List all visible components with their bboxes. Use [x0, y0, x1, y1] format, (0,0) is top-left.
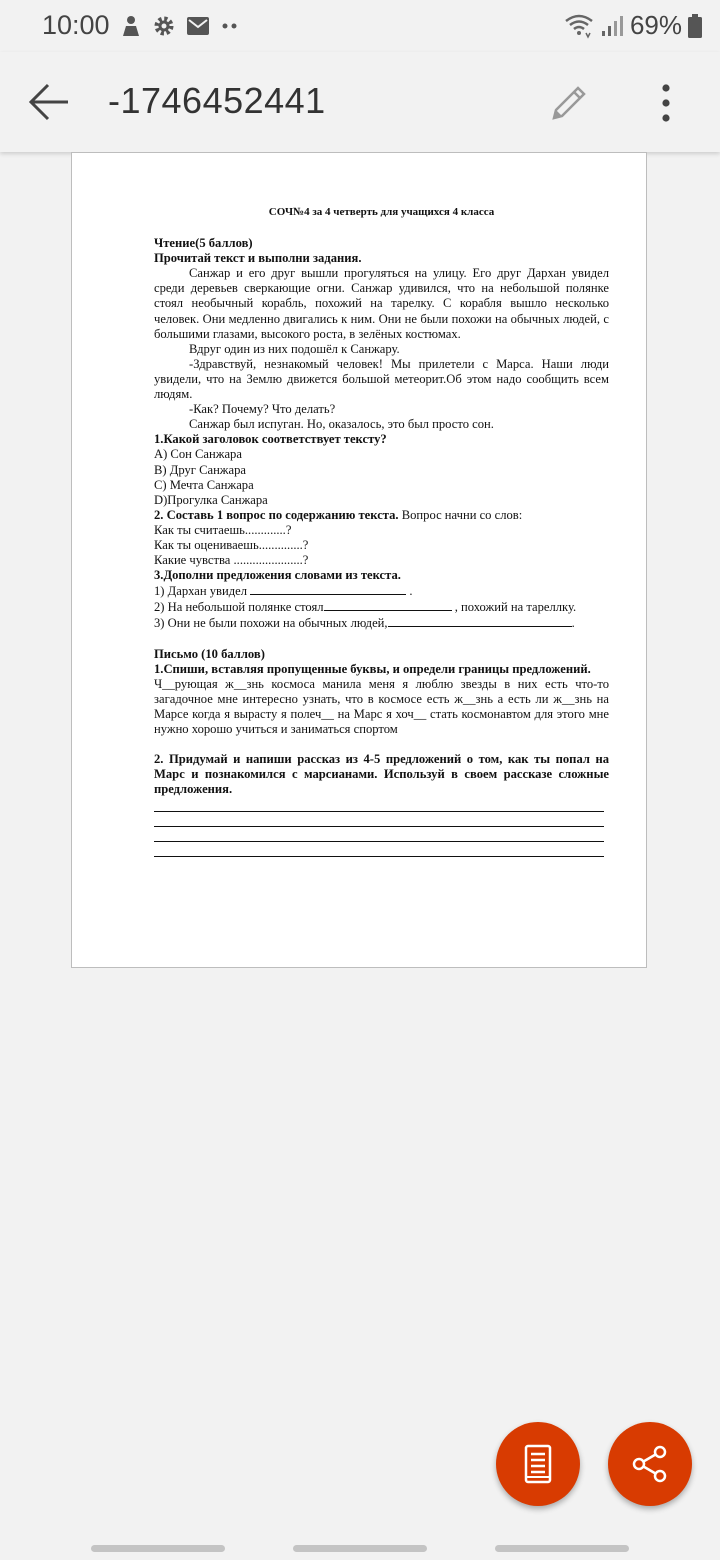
app-bar — [0, 52, 720, 152]
mail-icon — [186, 15, 210, 37]
battery-icon — [688, 14, 702, 38]
writing-task-1: 1.Спиши, вставляя пропущенные буквы, и определи границы предложений. — [154, 661, 591, 676]
answer-line — [154, 812, 604, 827]
status-bar — [0, 0, 720, 52]
answer-line — [154, 797, 604, 812]
more-vert-icon[interactable] — [650, 80, 682, 126]
option-c: С) Мечта Санжара — [154, 477, 254, 492]
document-content — [154, 205, 609, 857]
system-nav-bar — [0, 1530, 720, 1560]
question-3-line-1 — [154, 583, 609, 599]
question-3: 3.Дополни предложения словами из текста. — [154, 568, 401, 583]
writing-title: Письмо (10 баллов) — [154, 646, 265, 661]
writing-task-2: 2. Придумай и напиши рассказ из 4-5 предложений о том, как ты попал на Марс и познакомился с марсианами. Используй в своем рассказе сложные предложения. — [154, 752, 609, 797]
q3-line3-end: . — [571, 616, 575, 631]
blank-line — [388, 615, 572, 627]
battery-percent: 69% — [629, 10, 682, 40]
paragraph: Санжар был испуган. Но, оказалось, это был просто сон. — [189, 417, 494, 432]
spacer — [154, 632, 609, 647]
q3-line3-start: 3) Они не были похожи на обычных людей, — [154, 616, 388, 631]
spacer — [154, 737, 609, 752]
blank-line — [324, 599, 452, 611]
share-icon — [630, 1444, 670, 1484]
question-2-bold: 2. Составь 1 вопрос по содержанию текста. — [154, 507, 399, 522]
q3-line1-end: . — [409, 584, 413, 599]
option-d: D)Прогулка Санжара — [154, 492, 268, 507]
nav-home[interactable] — [293, 1545, 427, 1552]
paragraph: -Как? Почему? Что делать? — [189, 402, 336, 417]
paragraph: Санжар и его друг вышли прогуляться на улицу. Его друг Дархан увидел среди деревьев сверкающие огни. Санжар удивился, что на небольшой полянке стоял необычный корабль, похожий на тарелку. С корабля вышло несколько человек. Они медленно двигались к ним. Они не были похожи на обычных людей, с большими глазами, высокого роста, в зелёных костюмах. — [154, 266, 609, 341]
gear-icon — [152, 14, 176, 38]
document-page[interactable] — [71, 152, 647, 968]
nav-back[interactable] — [495, 1545, 629, 1552]
status-notification-icons — [120, 12, 240, 40]
question-2-rest: Вопрос начни со слов: — [398, 507, 523, 522]
writing-task-1-text: Ч__рующая ж__знь космоса манила меня я люблю звезды в них есть что-то загадочное мне интересно узнать, что в космосе есть ж__знь а есть ли ж__знь на Марсе когда я вырасту я полеч__ на Марс я хоч__ стать космонавтом для этого мне нужно хорошо учиться и заниматься спортом — [154, 676, 609, 736]
answer-line — [154, 842, 604, 857]
paragraph: -Здравствуй, незнакомый человек! Мы прилетели с Марса. Наши люди увидели, что на Землю движется большой метеорит.Об этом надо сообщить всем людям. — [154, 356, 609, 402]
reading-title: Чтение(5 баллов) — [154, 236, 253, 251]
nav-recents[interactable] — [91, 1545, 225, 1552]
pencil-icon[interactable] — [546, 80, 592, 126]
answer-line — [154, 827, 604, 842]
reader-mode-icon — [523, 1444, 553, 1484]
question-1: 1.Какой заголовок соответствует тексту? — [154, 432, 387, 447]
question-2-line: Какие чувства ......................? — [154, 553, 309, 568]
status-time: 10:00 — [42, 10, 110, 40]
reader-mode-button[interactable] — [496, 1422, 580, 1506]
q3-line1-start: 1) Дархан увидел — [154, 584, 247, 599]
back-arrow-icon[interactable] — [26, 80, 72, 124]
question-3-line-2 — [154, 599, 609, 615]
share-button[interactable] — [608, 1422, 692, 1506]
person-icon — [120, 14, 142, 38]
signal-icon — [600, 14, 624, 38]
blank-line — [250, 583, 406, 595]
question-2 — [154, 508, 609, 523]
q3-line2-start: 2) На небольшой полянке стоял — [154, 600, 324, 615]
option-a: А) Сон Санжара — [154, 447, 242, 462]
question-2-line: Как ты считаешь.............? — [154, 522, 292, 537]
question-3-line-3 — [154, 615, 609, 631]
document-heading: СОЧ№4 за 4 четверть для учащихся 4 класса — [268, 206, 495, 218]
wifi-icon — [564, 13, 594, 39]
option-b: В) Друг Санжара — [154, 462, 246, 477]
more-dots-icon — [220, 22, 240, 30]
question-2-line: Как ты оцениваешь..............? — [154, 537, 309, 552]
paragraph: Вдруг один из них подошёл к Санжару. — [189, 341, 400, 356]
reading-instruction: Прочитай текст и выполни задания. — [154, 251, 362, 266]
q3-line2-end: , похожий на тареллку. — [454, 600, 577, 615]
document-title: -1746452441 — [108, 80, 326, 121]
